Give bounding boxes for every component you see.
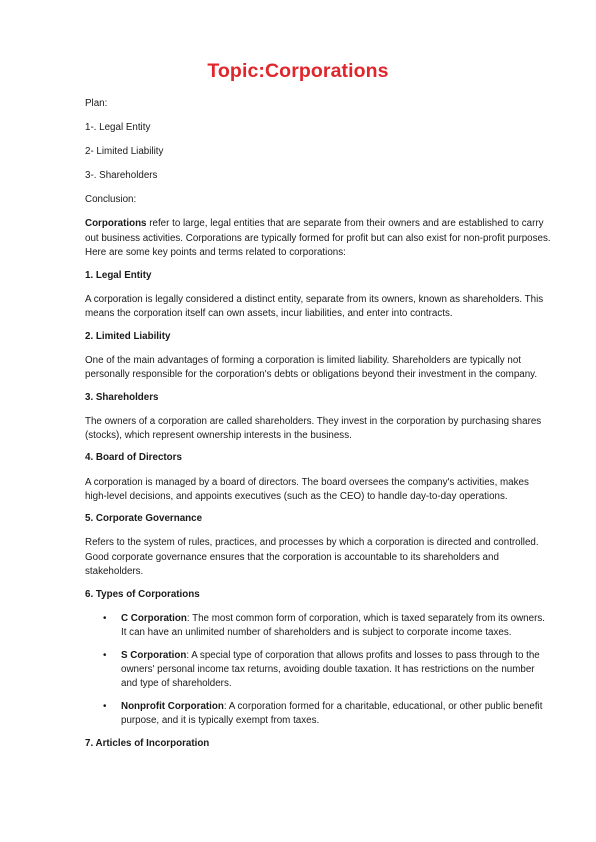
- plan-item: 2- Limited Liability: [85, 146, 164, 158]
- list-item: [85, 612, 553, 641]
- list-item-term: C Corporation: [121, 612, 187, 624]
- section-heading-types-of-corporations: 6. Types of Corporations: [85, 588, 200, 600]
- bullet-icon: •: [103, 649, 107, 661]
- list-item-text: : The most common form of corporation, which is taxed separately from its owners. It can have an unlimited number of shareholders and is subject to corporate income taxes.: [121, 612, 545, 639]
- plan-heading: Plan:: [85, 98, 108, 109]
- section-text-limited-liability: One of the main advantages of forming a corporation is limited liability. Shareholders are typically not personally responsible for the corporation's debts or obligations beyond their investment in the company.: [85, 354, 538, 381]
- section-text-board-of-directors: A corporation is managed by a board of directors. The board oversees the company's activities, makes high-level decisions, and appoints executives (such as the CEO) to handle day-to-day operations.: [85, 476, 529, 502]
- section-heading-limited-liability: 2. Limited Liability: [85, 330, 171, 342]
- plan-conclusion: Conclusion:: [85, 194, 137, 206]
- list-item-text: : A corporation formed for a charitable, educational, or other public benefit purpose, and it is typically exempt from taxes.: [121, 700, 543, 727]
- intro-paragraph: [85, 217, 553, 260]
- section-heading-legal-entity: 1. Legal Entity: [85, 269, 152, 281]
- list-item-term: S Corporation: [121, 649, 187, 661]
- section-text-shareholders: The owners of a corporation are called shareholders. They invest in the corporation by purchasing shares (stocks), which represent ownership interests in the business.: [85, 415, 542, 441]
- corporation-types-list: [85, 612, 553, 729]
- section-text-legal-entity: A corporation is legally considered a distinct entity, separate from its owners, known as shareholders. This means the corporation itself can own assets, incur liabilities, and enter into contracts.: [85, 293, 544, 320]
- section-heading-corporate-governance: 5. Corporate Governance: [85, 513, 203, 525]
- section-heading-board-of-directors: 4. Board of Directors: [85, 452, 182, 464]
- list-item: [85, 700, 553, 729]
- section-text-corporate-governance: Refers to the system of rules, practices, and processes by which a corporation is directed and controlled. Good corporate governance ensures that the corporation is accountable to its shareholders and stakeholders.: [85, 537, 539, 578]
- intro-term: Corporations: [85, 218, 147, 230]
- plan-item: 1-. Legal Entity: [85, 122, 151, 134]
- bullet-icon: •: [103, 700, 107, 712]
- section-heading-shareholders: 3. Shareholders: [85, 391, 159, 403]
- intro-text: refer to large, legal entities that are separate from their owners and are established to carry out business activities. Corporations are typically formed for profit but can also exist for non-profit purposes. Here are some key points and terms related to corporations:: [85, 218, 551, 259]
- document-body: [85, 97, 553, 761]
- plan-item: 3-. Shareholders: [85, 170, 158, 182]
- section-heading-articles-of-incorporation: 7. Articles of Incorporation: [85, 737, 210, 749]
- list-item-term: Nonprofit Corporation: [121, 700, 224, 712]
- page-title: Topic:Corporations: [207, 60, 389, 82]
- bullet-icon: •: [103, 612, 107, 624]
- list-item-text: : A special type of corporation that allows profits and losses to pass through to the owners' personal income tax returns, avoiding double taxation. It has restrictions on the number and type of shareholders.: [121, 649, 540, 690]
- list-item: [85, 649, 553, 692]
